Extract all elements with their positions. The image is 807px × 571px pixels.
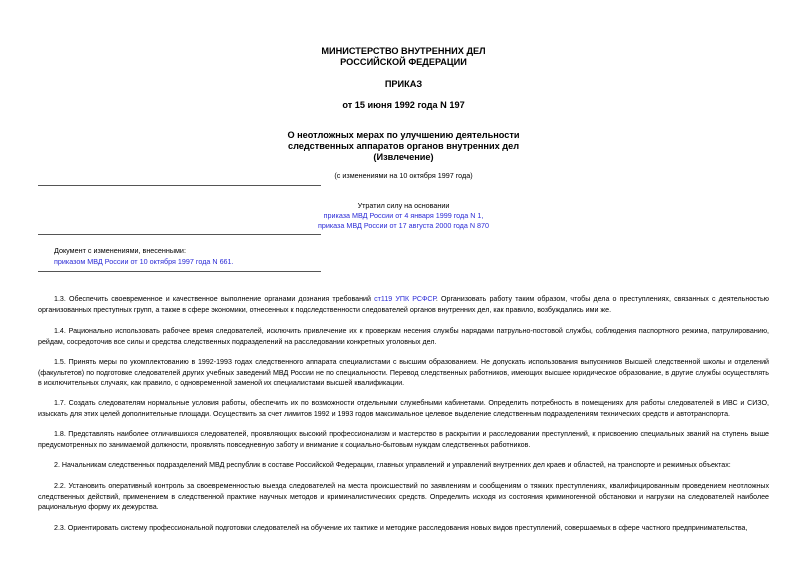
paragraph-1-5: 1.5. Принять меры по укомплектованию в 1992-1993 годах следственного аппарата специалистами с высшим образованием. Не допускать использования выпускников Высшей следственной школы и отделений (факультетов) по подготовке следователей других учебных заведений МВД России не по специальности. Перевод следственных работников, имеющих высшее юридическое образование, в другие службы осуществлять в исключительных случаях, как правило, с одновременной заменой их специалистами высшей квалификации.: [38, 358, 769, 388]
doc-date-number: от 15 июня 1992 года N 197: [342, 100, 465, 110]
repeal-link-2[interactable]: приказа МВД России от 17 августа 2000 года N 870: [317, 221, 490, 230]
paragraph-1-3: [38, 294, 769, 315]
doc-title-line1: О неотложных мерах по улучшению деятельности: [287, 130, 520, 140]
changes-link[interactable]: приказом МВД России от 10 октября 1997 года N 661.: [54, 257, 234, 266]
paragraph-text: 1.3. Обеспечить своевременное и качественное выполнение органами дознания требований: [54, 295, 375, 303]
doc-type: ПРИКАЗ: [384, 79, 423, 89]
doc-title-line2: следственных аппаратов органов внутренних дел: [287, 141, 520, 151]
paragraph-2-2: 2.2. Установить оперативный контроль за своевременностью выезда следователей на места происшествий по заявлениям и сообщениям о тяжких преступлениях, квалифицированным проведением неотложных следственных действий, применением в следственной практике научных методов и криминалистических средств. Определить исходя из состояния криминогенной обстановки и нагрузки на следователей наиболее рациональную форму их дежурства.: [38, 482, 769, 512]
code-article-link[interactable]: ст119 УПК РСФСР: [374, 295, 436, 303]
paragraph-2: 2. Начальникам следственных подразделений МВД республик в составе Российской Федерации, главных управлений и управлений внутренних дел краев и областей, на транспорте и режимных объектах:: [54, 461, 731, 469]
doc-title-line3: (Извлечение): [373, 152, 434, 162]
amendment-note: (с изменениями на 10 октября 1997 года): [334, 171, 473, 180]
divider: [38, 185, 321, 186]
changes-label: Документ с изменениями, внесенными:: [54, 246, 186, 255]
paragraph-1-8: 1.8. Представлять наиболее отличившихся следователей, проявляющих высокий профессионализм и мастерство в раскрытии и расследовании преступлений, к присвоению специальных званий на ступень выше предусмотренных по занимаемой должности, проявлять повседневную заботу и внимание к социально-бытовым нуждам следственных работников.: [38, 430, 769, 449]
paragraph-text: . Организовать работу таким образом, чтобы дела о преступлениях, связанных с деятельностью организованных преступных групп, а также в сфере экономики, отнесенных к подследственности следователей органов внутренних дел, как правило, возбуждались ими же.: [38, 295, 769, 314]
paragraph-2-3: 2.3. Ориентировать систему профессиональной подготовки следователей на обучение их тактике и методике расследования новых видов преступлений, совершаемых в сфере частного предпринимательства,: [54, 524, 748, 532]
paragraph-1-7: 1.7. Создать следователям нормальные условия работы, обеспечить их по возможности отдельными служебными кабинетами. Определить потребность в помещениях для работы следователей в ИВС и СИЗО, изыскать для этих целей дополнительные площади. Осуществить за счет лимитов 1992 и 1993 годов максимальное целевое выделение следственным подразделениям технических средств и автотранспорта.: [38, 399, 769, 418]
divider: [38, 234, 321, 235]
lost-force-text: Утратил силу на основании: [357, 201, 450, 210]
divider: [38, 271, 321, 272]
paragraph-1-4: 1.4. Рационально использовать рабочее время следователей, исключить привлечение их к проверкам несения службы нарядами патрульно-постовой службы, соблюдения паспортного режима, патрулированию, рейдам, сосредоточив все силы и средства следственных подразделений на расследовании конкретных уголовных дел.: [38, 327, 769, 346]
org-name-line2: РОССИЙСКОЙ ФЕДЕРАЦИИ: [340, 57, 467, 67]
org-name-line1: МИНИСТЕРСТВО ВНУТРЕННИХ ДЕЛ: [321, 46, 486, 56]
repeal-link-1[interactable]: приказа МВД России от 4 января 1999 года N 1,: [323, 211, 484, 220]
